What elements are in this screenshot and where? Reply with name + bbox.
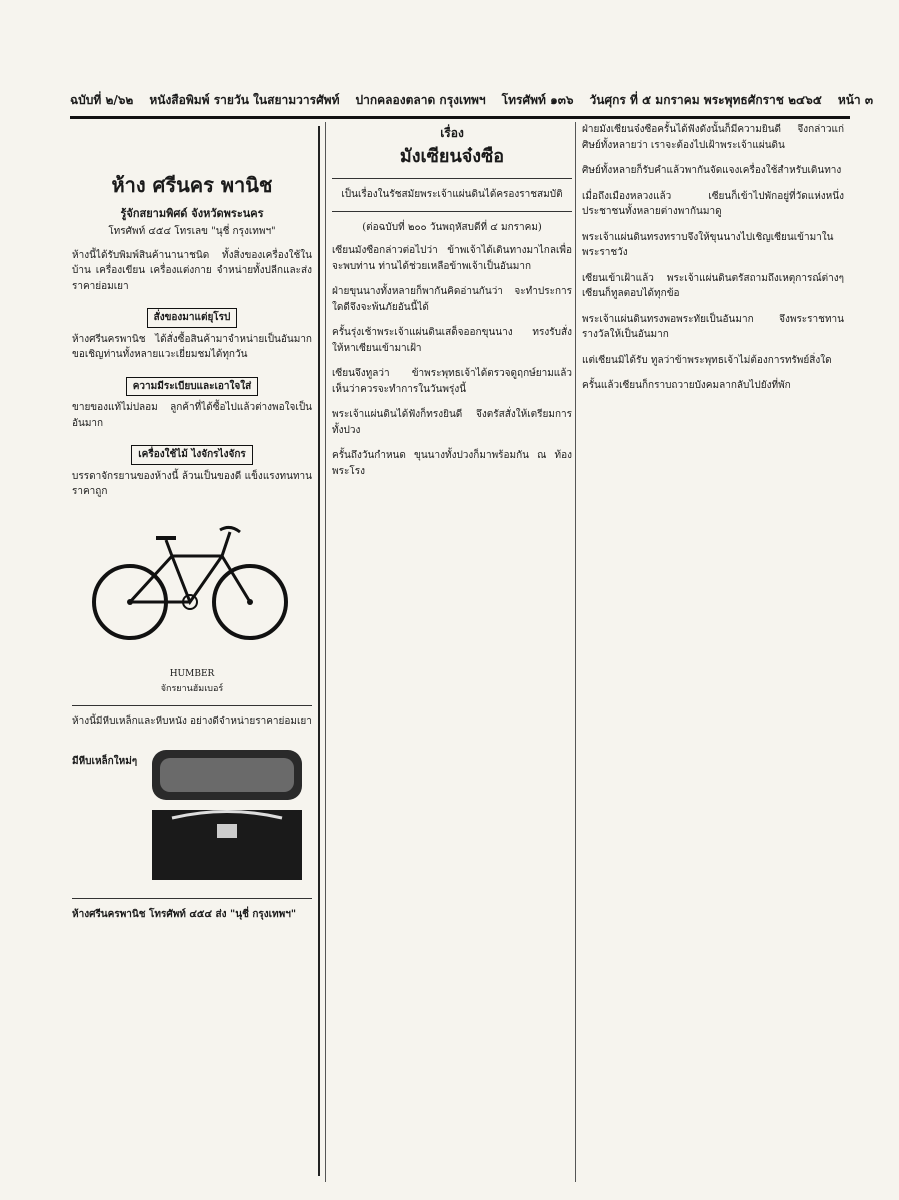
advertisement-column [72,122,312,1182]
ad-contact: โทรศัพท์ ๔๕๔ โทรเลข "นุชี่ กรุงเทพฯ" [108,226,276,238]
story-note: เป็นเรื่องในรัชสมัยพระเจ้าแผ่นดินได้ครองราชสมบัติ [341,189,563,201]
story-paragraph: ครั้นถึงวันกำหนด ขุนนางทั้งปวงก็มาพร้อมกัน ณ ท้องพระโรง [332,450,572,477]
ad-box-wrap [72,304,312,332]
ad-box-label: ความมีระเบียบและเอาใจใส่ [126,377,259,397]
ad-footer: ห้างศรีนครพานิช โทรศัพท์ ๔๕๔ ส่ง "นุชี่ กรุงเทพฯ" [72,908,297,920]
story-column [325,122,572,1182]
phone-number: โทรศัพท์ ๑๓๖ [501,92,574,107]
story-paragraph: เซียนจึงทูลว่า ข้าพระพุทธเจ้าได้ตรวจดูฤกษ์ยามแล้ว เห็นว่าควรจะทำการในวันพรุ่งนี้ [332,368,572,395]
story-paragraph: พระเจ้าแผ่นดินได้ฟังก็ทรงยินดี จึงตรัสสั่งให้เตรียมการทั้งปวง [332,409,572,436]
header-rule [70,116,850,119]
ad-box-label: เครื่องใช้ไม้ ไงจักรไงจักร [131,445,253,465]
ad-paragraph: บรรดาจักรยานของห้างนี้ ล้วนเป็นของดี แข็งแรงทนทาน ราคาถูก [72,470,312,498]
ad-box-wrap [72,373,312,401]
bicycle-icon [72,510,312,650]
story-label: เรื่อง [440,126,464,140]
article-paragraph: พระเจ้าแผ่นดินทรงทราบจึงให้ขุนนางไปเชิญเซียนเข้ามาในพระราชวัง [582,231,834,258]
page-label: หน้า ๓ [837,92,874,107]
article-paragraph: ครั้นแล้วเซียนก็กราบถวายบังคมลากลับไปยังที่พัก [582,380,791,391]
trunk-label: มีหีบเหล็กใหม่ๆ [72,755,138,767]
column-divider [318,126,320,1176]
article-paragraph: ศิษย์ทั้งหลายก็รับคำแล้วพากันจัดแจงเครื่องใช้สำหรับเดินทาง [582,165,842,176]
office-address: ปากคลองตลาด กรุงเทพฯ [355,92,486,107]
ad-title: ห้าง ศรีนคร พานิช [111,173,273,197]
story-paragraph: ครั้นรุ่งเช้าพระเจ้าแผ่นดินเสด็จออกขุนนาง ทรงรับสั่งให้หาเซียนเข้ามาเฝ้า [332,327,572,354]
ad-paragraph: ห้างนี้มีหีบเหล็กและหีบหนัง อย่างดีจำหน่ายราคาย่อมเยา [72,716,312,728]
article-paragraph: แต่เซียนมิได้รับ ทูลว่าข้าพระพุทธเจ้าไม่ต้องการทรัพย์สิ่งใด [582,354,832,366]
story-paragraph: เซียนมังซือกล่าวต่อไปว่า ข้าพเจ้าได้เดินทางมาไกลเพื่อจะพบท่าน ท่านได้ช่วยเหลือข้าพเจ้าเป็นอันมาก [332,245,572,272]
ad-paragraph: ห้างศรีนครพานิช ได้สั่งซื้อสินค้ามาจำหน่ายเป็นอันมาก ขอเชิญท่านทั้งหลายแวะเยี่ยมชมได้ทุกวัน [72,333,312,361]
bicycle-label: จักรยานฮัมเบอร์ [160,684,224,695]
ad-paragraph: ขายของแท้ไม่ปลอม ลูกค้าที่ได้ซื้อไปแล้วต่างพอใจเป็นอันมาก [72,402,312,429]
story-divider [332,178,572,179]
story-title: มังเซียนจ๋งซือ [399,145,505,167]
ad-divider [72,705,312,706]
story-divider [332,211,572,212]
ad-subtitle: รู้จักสยามพิศด์ จังหวัดพระนคร [120,207,264,220]
ad-box-wrap [72,441,312,469]
issue-date: วันศุกร ที่ ๕ มกราคม พระพุทธศักราช ๒๔๖๕ [589,92,822,107]
trunk-illustration [72,740,312,890]
newspaper-section: หนังสือพิมพ์ รายวัน ในสยามวารศัพท์ [149,92,340,107]
ad-divider [72,898,312,899]
article-paragraph: เซียนเข้าเฝ้าแล้ว พระเจ้าแผ่นดินตรัสถามถึงเหตุการณ์ต่างๆ เซียนก็ทูลตอบได้ทุกข้อ [582,272,844,299]
continued-column [575,122,844,1182]
bicycle-illustration [72,510,312,660]
ad-box-label: สั่งของมาแต่ยุโรป [147,308,238,328]
issue-number: ฉบับที่ ๒/๖๒ [70,92,134,107]
masthead [70,86,874,114]
bicycle-brand: HUMBER [169,668,215,679]
story-episode: (ต่อฉบับที่ ๒๐๐ วันพฤหัสบดีที่ ๔ มกราคม) [362,221,542,233]
ad-paragraph: ห้างนี้ได้รับพิมพ์สินค้านานาชนิด ทั้งสิ่งของเครื่องใช้ในบ้าน เครื่องเขียน เครื่องแต่งกาย จำหน่ายทั้งปลีกและส่ง ราคาย่อมเยา [72,249,312,292]
article-paragraph: เมื่อถึงเมืองหลวงแล้ว เซียนก็เข้าไปพักอยู่ที่วัดแห่งหนึ่ง ประชาชนทั้งหลายต่างพากันมาดู [582,190,844,217]
story-paragraph: ฝ่ายขุนนางทั้งหลายก็พากันคิดอ่านกันว่า จะทำประการใดดีจึงจะพ้นภัยอันนี้ได้ [332,286,572,313]
article-paragraph: พระเจ้าแผ่นดินทรงพอพระทัยเป็นอันมาก จึงพระราชทานรางวัลให้เป็นอันมาก [582,313,844,340]
article-paragraph: ฝ่ายมังเซียนจ๋งซือครั้นได้ฟังดังนั้นก็มีความยินดี จึงกล่าวแก่ศิษย์ทั้งหลายว่า เราจะต้องไปเฝ้าพระเจ้าแผ่นดิน [582,124,844,151]
